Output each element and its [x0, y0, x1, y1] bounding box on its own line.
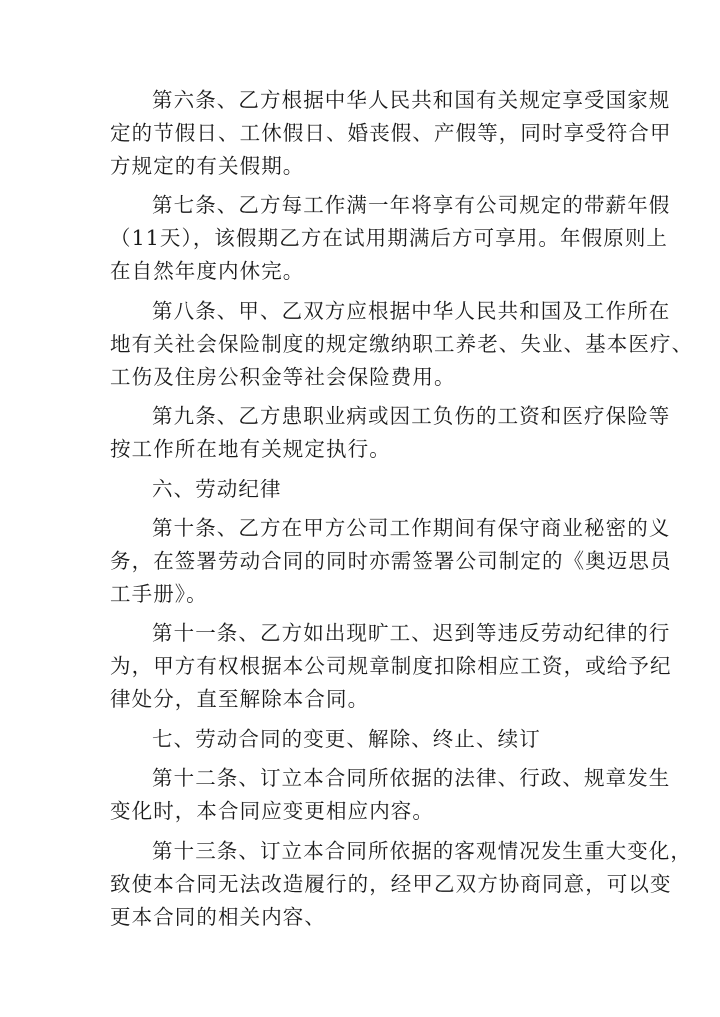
text-line: 工伤及住房公积金等社会保险费用。	[110, 364, 456, 389]
text-line: （11天），该假期乙方在试用期满后方可享用。年假原则上	[110, 226, 669, 251]
text-line: 第八条、甲、乙双方应根据中华人民共和国及工作所在	[152, 298, 671, 323]
article-11-paragraph	[110, 617, 672, 716]
article-10-paragraph	[110, 512, 672, 611]
article-8-paragraph	[110, 295, 694, 394]
text-line: 第六条、乙方根据中华人民共和国有关规定享受国家规	[152, 88, 671, 112]
document-page	[110, 84, 694, 940]
text-line: 律处分，直至解除本合同。	[110, 687, 370, 712]
article-9-paragraph	[110, 400, 671, 466]
text-line: 变化时，本合同应变更相应内容。	[110, 799, 434, 824]
text-line: 工手册》。	[110, 581, 208, 606]
section-6-heading	[110, 473, 612, 506]
article-12-paragraph	[110, 762, 671, 828]
text-line: 致使本合同无法改造履行的，经甲乙双方协商同意，可以变	[110, 871, 672, 896]
text-line: 为，甲方有权根据本公司规章制度扣除相应工资，或给予纪	[110, 654, 672, 679]
text-line: 地有关社会保险制度的规定缴纳职工养老、失业、基本医疗、	[110, 331, 694, 356]
section-heading: 七、劳动合同的变更、解除、终止、续订	[152, 726, 541, 751]
section-heading: 六、劳动纪律	[152, 476, 282, 501]
text-line: 第十三条、订立本合同所依据的客观情况发生重大变化，	[152, 838, 692, 863]
article-7-paragraph	[110, 189, 671, 288]
text-line: 第十条、乙方在甲方公司工作期间有保守商业秘密的义	[152, 515, 671, 540]
text-line: 第十二条、订立本合同所依据的法律、行政、规章发生	[152, 766, 671, 791]
text-line: 在自然年度内休完。	[110, 259, 305, 284]
text-line: 更本合同的相关内容、	[110, 904, 326, 929]
text-line: 定的节假日、工休假日、婚丧假、产假等，同时享受符合甲	[110, 121, 672, 145]
article-6-paragraph	[110, 84, 672, 183]
text-line: 第九条、乙方患职业病或因工负伤的工资和医疗保险等	[152, 404, 671, 429]
section-7-heading	[110, 723, 612, 756]
text-line: 第十一条、乙方如出现旷工、迟到等违反劳动纪律的行	[152, 621, 671, 646]
text-line: 务，在签署劳动合同的同时亦需签署公司制定的《奥迈思员	[110, 548, 672, 573]
text-line: 方规定的有关假期。	[110, 154, 305, 178]
article-13-paragraph	[110, 835, 692, 934]
text-line: 按工作所在地有关规定执行。	[110, 437, 391, 462]
text-line: 第七条、乙方每工作满一年将享有公司规定的带薪年假	[152, 193, 671, 218]
